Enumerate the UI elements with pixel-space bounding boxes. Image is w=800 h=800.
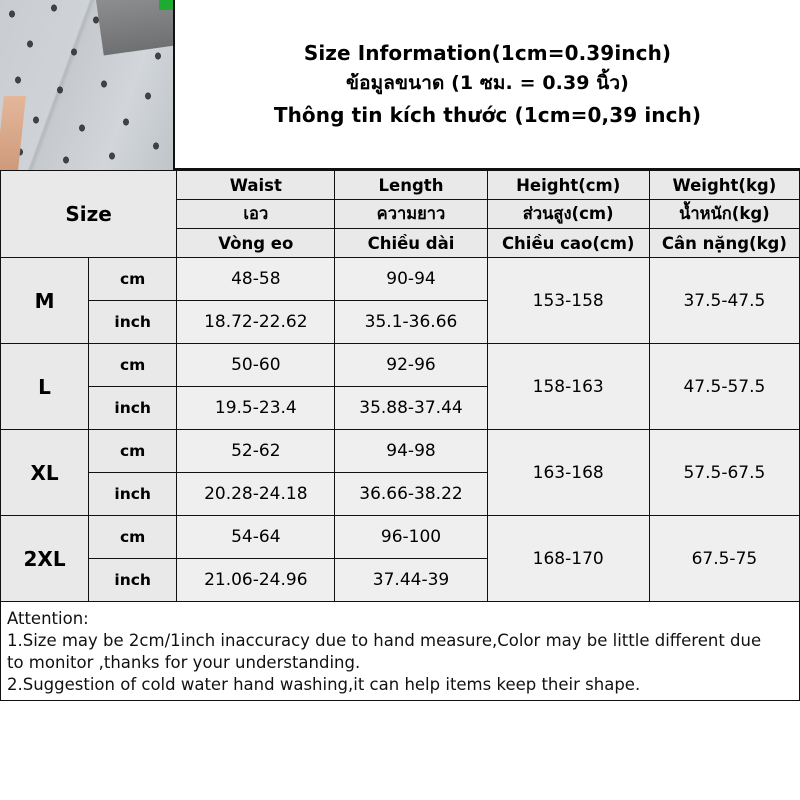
header-size: Size [1,171,177,258]
unit-inch: inch [89,387,177,430]
xxl-waist-cm: 54-64 [177,516,335,559]
row-size-2xl: 2XL [1,516,89,602]
unit-inch: inch [89,301,177,344]
bottom-whitespace [0,701,800,787]
attention-block [0,602,800,701]
xl-waist-inch: 20.28-24.18 [177,473,335,516]
unit-cm: cm [89,430,177,473]
table-row [1,344,800,387]
title-en: Size Information(1cm=0.39inch) [303,40,672,65]
unit-inch: inch [89,559,177,602]
attention-line-1: 1.Size may be 2cm/1inch inaccuracy due to hand measure,Color may be little different due [7,630,762,650]
unit-inch: inch [89,473,177,516]
l-waist-inch: 19.5-23.4 [177,387,335,430]
table-row [1,430,800,473]
header-height-vi: Chiều cao(cm) [487,229,649,258]
header-height-en: Height(cm) [487,171,649,200]
header-weight-en: Weight(kg) [649,171,799,200]
header [0,0,800,170]
header-length-th: ความยาว [335,200,487,229]
m-length-inch: 35.1-36.66 [335,301,487,344]
title-block [175,0,800,168]
header-length-en: Length [335,171,487,200]
m-height: 153-158 [487,258,649,344]
l-length-cm: 92-96 [335,344,487,387]
xxl-weight: 67.5-75 [649,516,799,602]
header-waist-th: เอว [177,200,335,229]
header-height-th: ส่วนสูง(cm) [487,200,649,229]
row-size-m: M [1,258,89,344]
xxl-height: 168-170 [487,516,649,602]
m-length-cm: 90-94 [335,258,487,301]
header-length-vi: Chiều dài [335,229,487,258]
xxl-length-cm: 96-100 [335,516,487,559]
attention-line-2: to monitor ,thanks for your understanding. [7,652,361,672]
unit-cm: cm [89,258,177,301]
xl-length-cm: 94-98 [335,430,487,473]
xl-waist-cm: 52-62 [177,430,335,473]
table-row [1,516,800,559]
photo-corner-marker [159,0,173,10]
product-photo [0,0,175,170]
m-weight: 37.5-47.5 [649,258,799,344]
l-length-inch: 35.88-37.44 [335,387,487,430]
m-waist-cm: 48-58 [177,258,335,301]
unit-cm: cm [89,344,177,387]
header-weight-th: น้ำหนัก(kg) [649,200,799,229]
header-waist-vi: Vòng eo [177,229,335,258]
header-weight-vi: Cân nặng(kg) [649,229,799,258]
xl-height: 163-168 [487,430,649,516]
l-weight: 47.5-57.5 [649,344,799,430]
xl-length-inch: 36.66-38.22 [335,473,487,516]
table-header-row-en [1,171,800,200]
size-table [0,170,800,602]
l-height: 158-163 [487,344,649,430]
xxl-waist-inch: 21.06-24.96 [177,559,335,602]
title-vi: Thông tin kích thước (1cm=0,39 inch) [273,102,702,127]
row-size-l: L [1,344,89,430]
l-waist-cm: 50-60 [177,344,335,387]
xxl-length-inch: 37.44-39 [335,559,487,602]
table-row [1,258,800,301]
row-size-xl: XL [1,430,89,516]
attention-heading: Attention: [7,609,89,628]
unit-cm: cm [89,516,177,559]
xl-weight: 57.5-67.5 [649,430,799,516]
attention-line-3: 2.Suggestion of cold water hand washing,it can help items keep their shape. [7,674,641,694]
title-th: ข้อมูลขนาด (1 ซม. = 0.39 นิ้ว) [346,72,629,95]
m-waist-inch: 18.72-22.62 [177,301,335,344]
header-waist-en: Waist [177,171,335,200]
